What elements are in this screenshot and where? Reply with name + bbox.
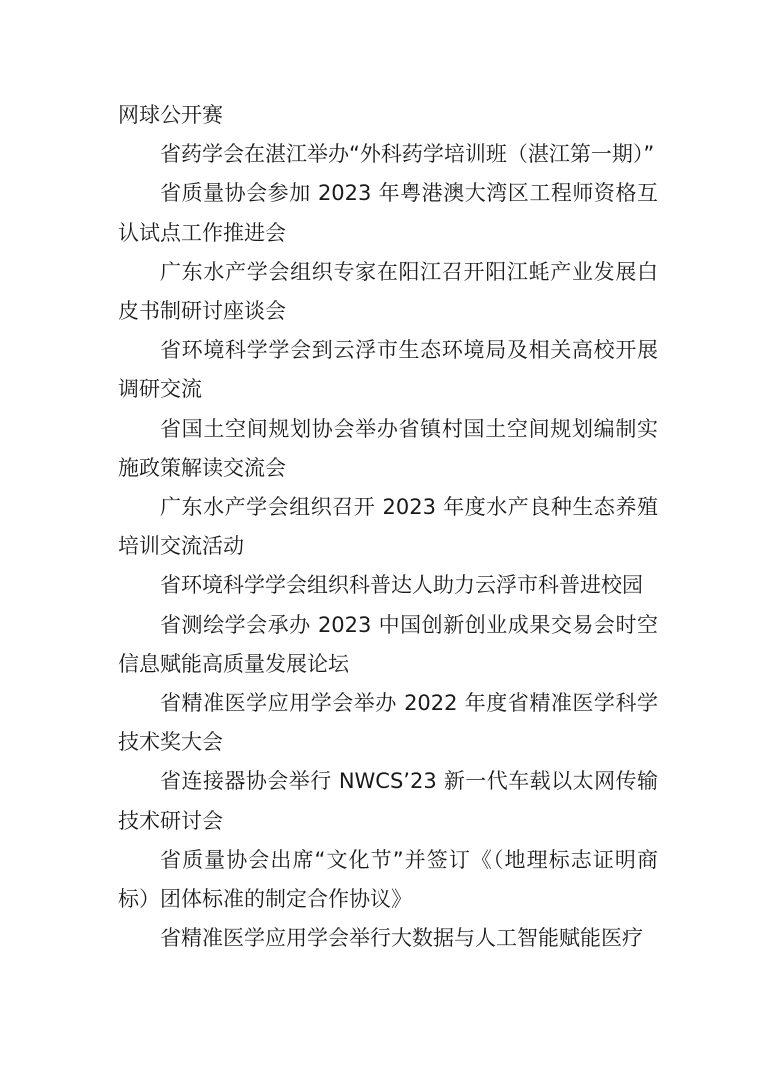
list-item: 省环境科学学会组织科普达人助力云浮市科普进校园 [160, 573, 643, 598]
news-list [118, 96, 658, 958]
list-item: 省质量协会参加 2023 年粤港澳大湾区工程师资格互认试点工作推进会 [118, 181, 658, 245]
list-item: 省连接器协会举行 NWCS’23 新一代车载以太网传输技术研讨会 [118, 769, 658, 833]
list-item: 广东水产学会组织专家在阳江召开阳江蚝产业发展白皮书制研讨座谈会 [118, 259, 658, 324]
list-item: 省环境科学学会到云浮市生态环境局及相关高校开展调研交流 [118, 338, 658, 402]
list-item: 省精准医学应用学会举行大数据与人工智能赋能医疗 [160, 926, 643, 951]
list-item: 省药学会在湛江举办“外科药学培训班（湛江第一期）” [160, 142, 655, 167]
list-item: 省精准医学应用学会举办 2022 年度省精准医学科学技术奖大会 [118, 691, 658, 755]
list-item: 省质量协会出席“文化节”并签订《（地理标志证明商标）团体标准的制定合作协议》 [118, 847, 658, 912]
list-item: 广东水产学会组织召开 2023 年度水产良种生态养殖培训交流活动 [118, 495, 658, 559]
list-item: 省测绘学会承办 2023 中国创新创业成果交易会时空信息赋能高质量发展论坛 [118, 612, 658, 676]
list-item: 网球公开赛 [118, 103, 223, 127]
list-item: 省国土空间规划协会举办省镇村国土空间规划编制实施政策解读交流会 [118, 416, 658, 480]
